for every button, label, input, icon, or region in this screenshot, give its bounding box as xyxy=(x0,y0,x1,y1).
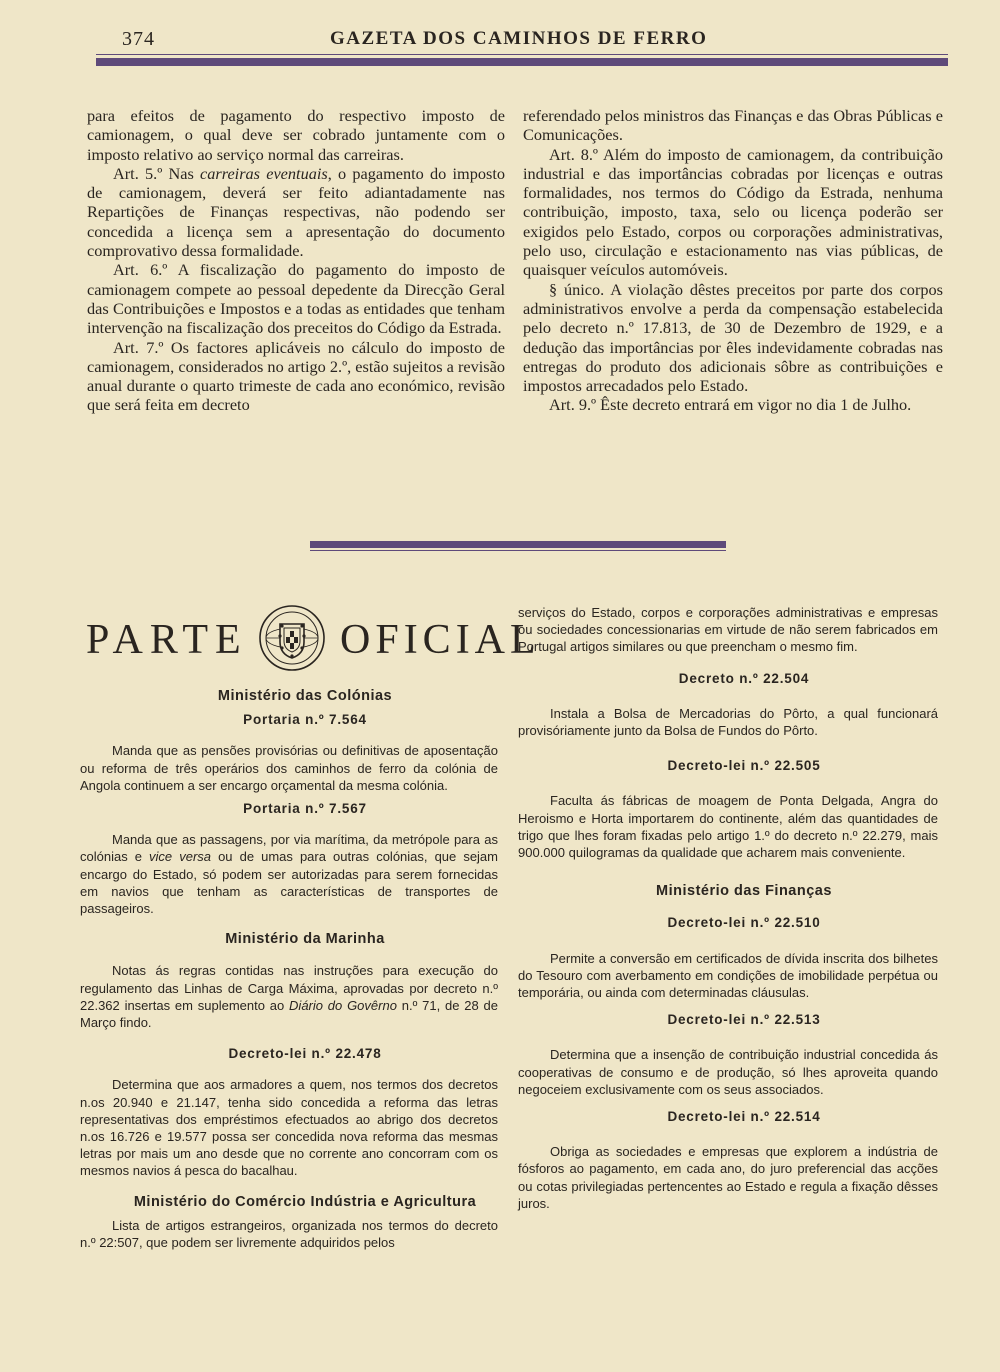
decree-summary: Lista de artigos estrangeiros, organizada nos termos do decreto n.º 22:507, que podem ser livremente adquiridos pelos xyxy=(80,1217,498,1251)
header-thin-rule xyxy=(96,54,948,55)
parte-heading: PARTE xyxy=(86,617,248,663)
decree-heading: Decreto-lei n.º 22.510 xyxy=(667,915,821,931)
ministry-heading: Ministério das Finanças xyxy=(656,883,832,900)
section-divider xyxy=(310,541,726,548)
text-run: Manda que as passagens, por via marítima, da metrópole para as colónias e xyxy=(80,832,498,865)
decree-summary: Permite a conversão em certificados de dívida inscrita dos bilhetes do Tesouro com averbamento em condições de imobilidade perpétua ou temporária, ou ainda com determinadas cláusulas. xyxy=(518,950,938,1001)
paragraph: para efeitos de pagamento do respectivo imposto de camionagem, o qual deve ser cobrado juntamente com o imposto relativo ao serviço normal das carreiras. xyxy=(87,106,505,164)
decree-heading: Decreto-lei n.º 22.514 xyxy=(667,1109,821,1125)
official-right-column xyxy=(518,604,938,1212)
top-article-left-column xyxy=(87,106,505,415)
italic-run: Diário do Govêrno xyxy=(289,997,397,1013)
decree-summary: Determina que a insenção de contribuição industrial concedida ás cooperativas de consumo e de produção, só lhes aproveita quando negoceiem exclusivamente com os seus associados. xyxy=(518,1047,938,1097)
text-run: Notas ás regras contidas nas instruções para execução do regulamento das Linhas de Carga Máxima, aprovadas por decreto n.º 22.362 insertas em suplemento ao xyxy=(80,963,498,1013)
paragraph-art7: Art. 7.º Os factores aplicáveis no cálculo do imposto de camionagem, considerados no artigo 2.º, estão sujeitos a revisão anual durante o quarto trimeste de cada ano económico, revisão que será feita em decreto xyxy=(87,337,505,415)
italic-run: vice versa xyxy=(149,849,212,865)
decree-summary: Determina que aos armadores a quem, nos termos dos decretos n.os 20.940 e 21.147, tenha sido concedida a reforma das letras representativas dos empréstimos efectuados ao abrigo dos decretos n.os 16.726 e 19.577 possa ser concedida nova reforma das mesmas letras por mais um ano desde que no corrente ano concorram com os mesmos navios á pesca do bacalhau. xyxy=(80,1077,498,1179)
decree-heading: Portaria n.º 7.567 xyxy=(243,801,367,817)
official-left-column xyxy=(80,688,498,1251)
decree-summary xyxy=(80,962,498,1031)
top-article-right-column xyxy=(523,106,943,415)
section-divider-thin xyxy=(310,550,726,551)
text-run: n.º 71, de 28 de Março findo. xyxy=(80,997,499,1031)
portuguese-coat-of-arms-icon xyxy=(258,604,326,672)
decree-summary: Obriga as sociedades e empresas que explorem a indústria de fósforos ao pagamento, em cada ano, do juro preferencial das acções ou cotas privilegiadas pertencentes ao Estado e regula a fixação dêsses juros. xyxy=(518,1144,938,1211)
decree-heading: Decreto-lei n.º 22.478 xyxy=(228,1046,382,1062)
paragraph-art9: Art. 9.º Êste decreto entrará em vigor no dia 1 de Julho. xyxy=(549,395,912,415)
decree-summary: Manda que as pensões provisórias ou definitivas de aposentação ou reforma de três operários dos caminhos de ferro da colónia de Angola continuem a ser encargo orçamental da mesma colónia. xyxy=(80,743,498,793)
decree-summary: Faculta ás fábricas de moagem de Ponta Delgada, Angra do Heroismo e Horta importarem do continente, além das quantidades de trigo que lhes foram fixadas pelo artigo 1.º do decreto n.º 22.279, mais 900.000 quilogramas da qualidade que acharem mais conveniente. xyxy=(518,793,938,861)
decree-heading: Decreto-lei n.º 22.505 xyxy=(667,758,821,774)
paragraph-art5 xyxy=(87,164,505,260)
decree-heading: Decreto-lei n.º 22.513 xyxy=(667,1012,821,1028)
paragraph-art8: Art. 8.º Além do imposto de camionagem, da contribuição industrial e das importâncias cobradas por licenças e outras formalidades, nos termos do Código da Estrada, nenhuma contribuição, imposto, taxa, selo ou licença poderão ser exigidos pelo Estado, corpos ou corporações administrativas, pelo uso, circulação e estacionamento nas vias públicas, de quaisquer veículos automóveis. xyxy=(523,144,943,280)
text-run: ou de umas para outras colónias, que sejam encargo do Estado, só podem ser autorizadas para serem fornecidas em navios que tenham as características de transportes de passageiros. xyxy=(80,849,498,917)
ministry-heading: Ministério da Marinha xyxy=(225,931,385,948)
page-number: 374 xyxy=(122,28,155,50)
publication-title: GAZETA DOS CAMINHOS DE FERRO xyxy=(330,28,708,49)
paragraph-unico: § único. A violação dêstes preceitos por parte dos corpos administrativos envolve a perda da compensação estabelecida pelo decreto n.º 17.813, de 30 de Dezembro de 1929, e a dedução das importâncias por êles indevidamente cobradas nas entregas do produto dos adicionais sôbre as contribuições e impostos arrecadados pelo Estado. xyxy=(523,279,943,396)
italic-run: carreiras eventuais xyxy=(200,163,328,183)
paragraph-art6: Art. 6.º A fiscalização do pagamento do imposto de camionagem compete ao pessoal depedente da Direcção Geral das Contribuições e Impostos e a todas as entidades que tenham intervenção na fiscalização dos preceitos do Código da Estrada. xyxy=(87,260,505,338)
paragraph: referendado pelos ministros das Finanças e das Obras Públicas e Comunicações. xyxy=(523,106,943,145)
ministry-heading: Ministério do Comércio Indústria e Agricultura xyxy=(133,1193,477,1210)
decree-summary xyxy=(80,831,498,917)
decree-summary: serviços do Estado, corpos e corporações administrativas e empresas ou sociedades concessionarias em virtude de não serem fabricados em Portugal artigos similares ou que preencham o mesmo fim. xyxy=(518,605,938,655)
decree-heading: Decreto n.º 22.504 xyxy=(678,670,810,686)
text-run: , o pagamento do imposto de camionagem, deverá ser feito adiantadamente nas Repartições de Finanças respectivas, não podendo ser concedida a licença sem a apresentação do documento comprovativo dessa formalidade. xyxy=(87,163,505,261)
decree-summary: Instala a Bolsa de Mercadorias do Pôrto, a qual funcionará provisóriamente junto da Bolsa de Fundos do Pôrto. xyxy=(518,705,938,739)
ministry-heading: Ministério das Colónias xyxy=(217,688,393,704)
header-rule xyxy=(96,58,948,66)
text-run: Art. 5.º Nas xyxy=(113,163,201,183)
oficial-heading: OFICIAL xyxy=(340,617,541,663)
decree-heading: Portaria n.º 7.564 xyxy=(243,712,367,728)
